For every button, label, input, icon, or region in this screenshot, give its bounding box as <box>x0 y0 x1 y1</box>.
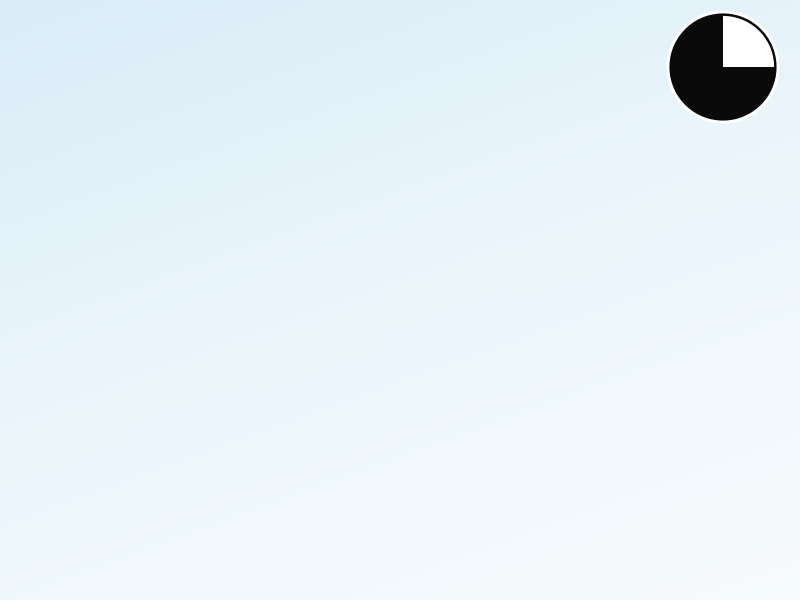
pie-icon <box>664 8 782 126</box>
